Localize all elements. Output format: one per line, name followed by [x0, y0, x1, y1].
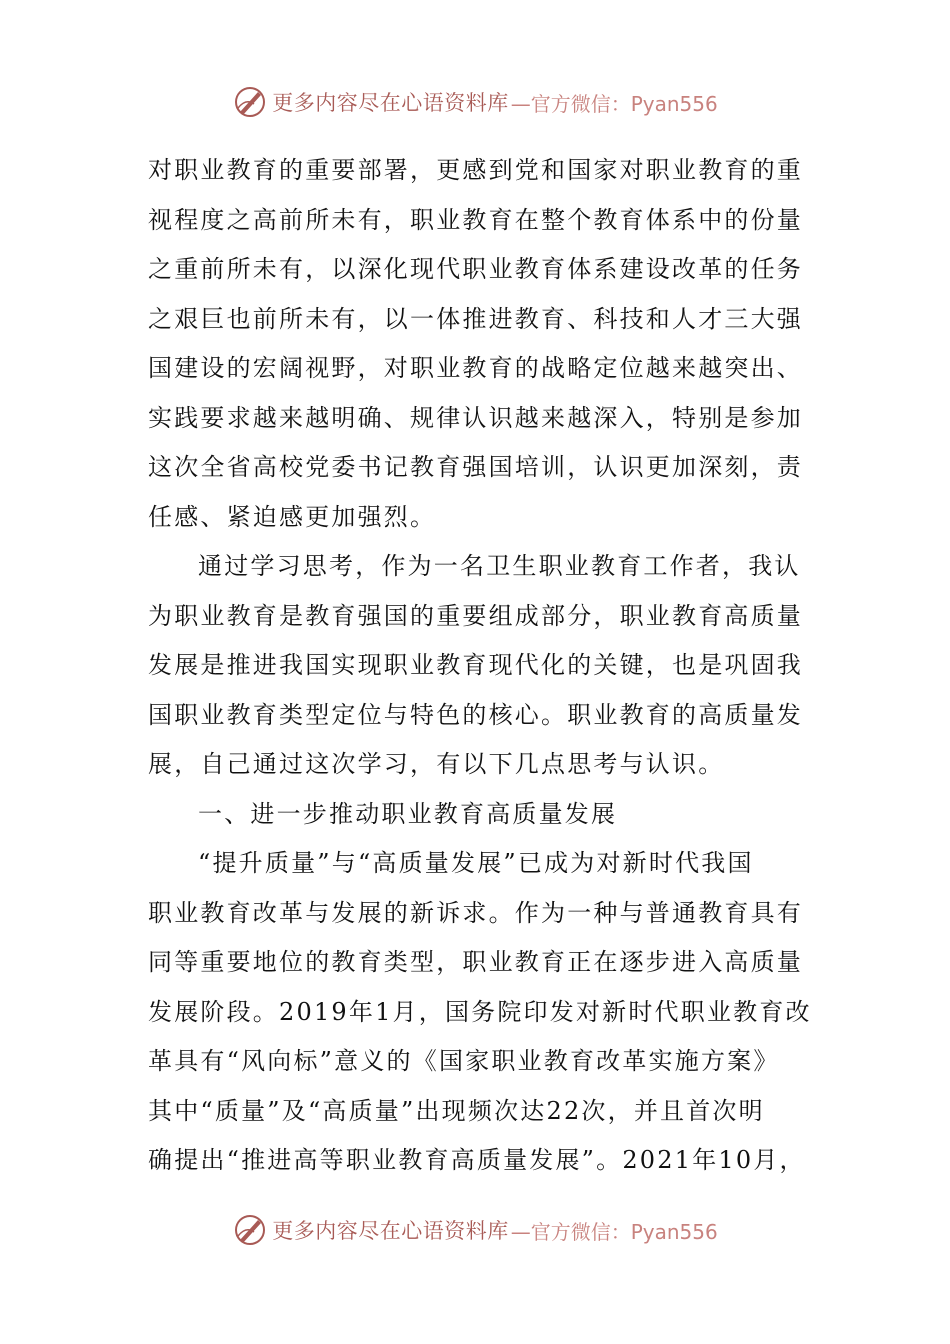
- document-body: [148, 146, 812, 1186]
- text-line: 国建设的宏阔视野，对职业教育的战略定位越来越突出、: [148, 354, 803, 382]
- pen-logo-icon: [232, 1212, 268, 1248]
- text-line: “提升质量”与“高质量发展”已成为对新时代我国: [198, 849, 754, 877]
- text-line: 革具有“风向标”意义的《国家职业教育改革实施方案》: [148, 1047, 780, 1075]
- text-line: 通过学习思考，作为一名卫生职业教育工作者，我认: [198, 552, 801, 580]
- text-line: 之艰巨也前所未有，以一体推进教育、科技和人才三大强: [148, 304, 803, 333]
- text-line: 国职业教育类型定位与特色的核心。职业教育的高质量发: [148, 700, 803, 729]
- text-line: 其中“质量”及“高质量”出现频次达22次，并且首次明: [148, 1096, 765, 1125]
- pen-logo-icon: [232, 84, 268, 120]
- text-line: 职业教育改革与发展的新诉求。作为一种与普通教育具有: [148, 898, 803, 927]
- text-line: 展，自己通过这次学习，有以下几点思考与认识。: [148, 750, 725, 778]
- text-line: 之重前所未有，以深化现代职业教育体系建设改革的任务: [148, 255, 803, 283]
- text-line: 视程度之高前所未有，职业教育在整个教育体系中的份量: [148, 205, 803, 234]
- footer-watermark-banner: [0, 1210, 950, 1250]
- banner-sub-text: —官方微信：Pyan556: [510, 91, 718, 116]
- text-line: 为职业教育是教育强国的重要组成部分，职业教育高质量: [148, 601, 803, 630]
- text-line: 任感、紧迫感更加强烈。: [148, 502, 437, 531]
- text-line: 实践要求越来越明确、规律认识越来越深入，特别是参加: [148, 403, 803, 432]
- text-line: 这次全省高校党委书记教育强国培训，认识更加深刻，责: [148, 453, 803, 481]
- header-watermark-banner: [0, 82, 950, 122]
- text-line: 发展阶段。2019年1月，国务院印发对新时代职业教育改: [148, 997, 812, 1026]
- text-line: 同等重要地位的教育类型，职业教育正在逐步进入高质量: [148, 948, 803, 976]
- text-line: 对职业教育的重要部署，更感到党和国家对职业教育的重: [148, 156, 803, 184]
- banner-main-text: 更多内容尽在心语资料库: [272, 91, 509, 115]
- banner-main-text: 更多内容尽在心语资料库: [272, 1219, 509, 1243]
- text-line: 确提出“推进高等职业教育高质量发展”。2021年10月，: [148, 1146, 806, 1174]
- section-heading: 一、进一步推动职业教育高质量发展: [198, 799, 618, 828]
- banner-sub-text: —官方微信：Pyan556: [510, 1219, 718, 1244]
- text-line: 发展是推进我国实现职业教育现代化的关键，也是巩固我: [148, 651, 803, 679]
